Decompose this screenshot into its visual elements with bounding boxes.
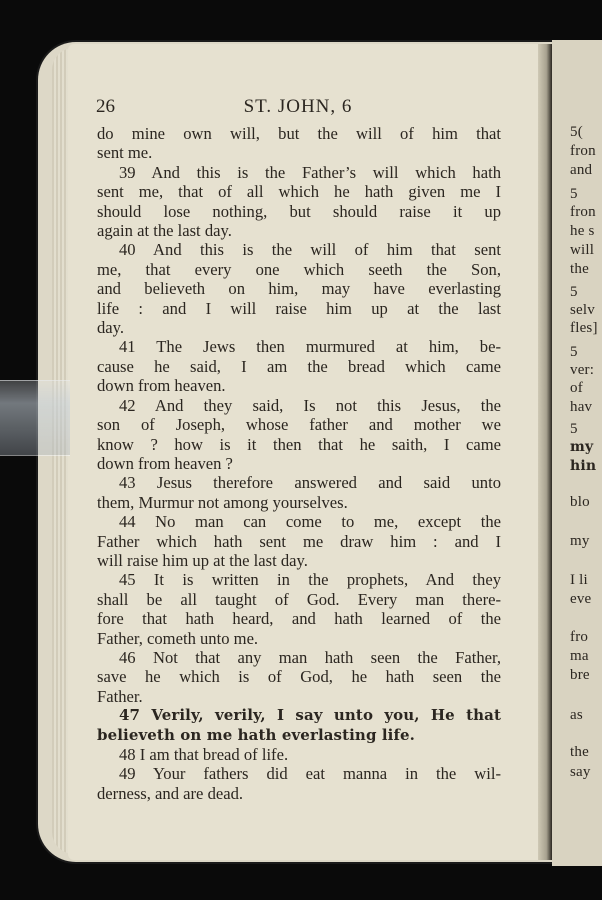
- text-line: down from heaven.: [97, 376, 226, 396]
- text-line: down from heaven ?: [97, 453, 233, 473]
- page-title: ST. JOHN, 6: [243, 96, 353, 117]
- text-line: 46 Not that any man hath seen the Father,: [119, 647, 501, 667]
- text-line: believeth on me hath everlasting life.: [97, 725, 415, 744]
- text-line: save he which is of God, he hath seen the: [97, 667, 501, 687]
- right-page-fragment: and: [570, 162, 593, 178]
- right-page-fragment: 5: [570, 186, 578, 202]
- right-page-fragment: 5: [570, 344, 578, 360]
- text-line: 40 And this is the will of him that sent: [119, 240, 501, 260]
- text-line: life : and I will raise him up at the last: [97, 298, 501, 318]
- text-line: derness, and are dead.: [97, 783, 244, 803]
- text-line: 44 No man can come to me, except the: [119, 512, 501, 532]
- right-page-fragment: hav: [570, 399, 593, 415]
- text-line: them, Murmur not among yourselves.: [97, 492, 348, 512]
- text-line: fore that hath heard, and hath learned of the: [97, 609, 501, 629]
- text-line: Father which hath sent me draw him : and I: [97, 531, 501, 551]
- text-line: know ? how is it then that he saith, I came: [97, 434, 501, 454]
- text-line: do mine own will, but the will of him that: [97, 124, 501, 143]
- text-line: 39 And this is the Father’s will which hath: [119, 162, 501, 182]
- page-header: [96, 96, 500, 120]
- right-page-fragment: my: [570, 533, 590, 549]
- right-page-fragment: I li: [570, 572, 588, 588]
- text-line: will raise him up at the last day.: [97, 550, 308, 570]
- text-line: shall be all taught of God. Every man there-: [97, 589, 501, 609]
- right-page-fragment: 5(: [570, 124, 583, 140]
- text-line: me, that every one which seeth the Son,: [97, 259, 501, 279]
- right-page-fragment: the: [570, 744, 589, 760]
- right-page-fragment: my: [570, 439, 594, 455]
- right-page-fragment: will: [570, 242, 595, 258]
- right-page-fragment: selv: [570, 302, 595, 318]
- right-page-fragment: of: [570, 380, 583, 396]
- text-line: should lose nothing, but should raise it up: [97, 201, 501, 221]
- text-line: 47 Verily, verily, I say unto you, He that: [119, 706, 501, 725]
- right-page-fragment: ma: [570, 648, 589, 664]
- right-page-fragment: he s: [570, 223, 595, 239]
- right-page-fragment: blo: [570, 494, 590, 510]
- right-page-fragment: fron: [570, 143, 596, 159]
- text-line: again at the last day.: [97, 221, 232, 241]
- text-line: 45 It is written in the prophets, And they: [119, 570, 501, 590]
- right-page-fragment: say: [570, 764, 591, 780]
- right-page-fragment: 5: [570, 284, 578, 300]
- right-page-fragment: ver:: [570, 362, 595, 378]
- text-line: 49 Your fathers did eat manna in the wil-: [119, 764, 501, 784]
- text-line: sent me, that of all which he hath given me I: [97, 182, 501, 202]
- right-page-fragment: fron: [570, 204, 596, 220]
- right-page-fragment: the: [570, 261, 589, 277]
- text-line: Father, cometh unto me.: [97, 628, 259, 648]
- book-gutter: [538, 44, 552, 860]
- text-line: day.: [97, 318, 125, 338]
- text-line: 42 And they said, Is not this Jesus, the: [119, 395, 501, 415]
- right-page-fragment: fles]: [570, 320, 598, 336]
- text-line: cause he said, I am the bread which came: [97, 356, 501, 376]
- bookmark-ribbon: [0, 380, 70, 456]
- text-line: and believeth on him, may have everlasting: [97, 279, 501, 299]
- text-line: 43 Jesus therefore answered and said unto: [119, 473, 501, 493]
- right-page-fragment: 5: [570, 421, 578, 437]
- scripture-text: [97, 124, 501, 803]
- text-line: 41 The Jews then murmured at him, be-: [119, 337, 501, 357]
- text-line: son of Joseph, whose father and mother we: [97, 415, 501, 435]
- text-line: 48 I am that bread of life.: [119, 745, 289, 764]
- text-line: sent me.: [97, 143, 153, 163]
- right-page-fragment: bre: [570, 667, 590, 683]
- right-page-fragment: fro: [570, 629, 589, 645]
- page-number: 26: [96, 96, 115, 117]
- right-page-fragment: eve: [570, 591, 592, 607]
- right-page-fragment: as: [570, 707, 583, 723]
- text-line: Father.: [97, 686, 143, 706]
- right-page-fragment: hin: [570, 458, 597, 474]
